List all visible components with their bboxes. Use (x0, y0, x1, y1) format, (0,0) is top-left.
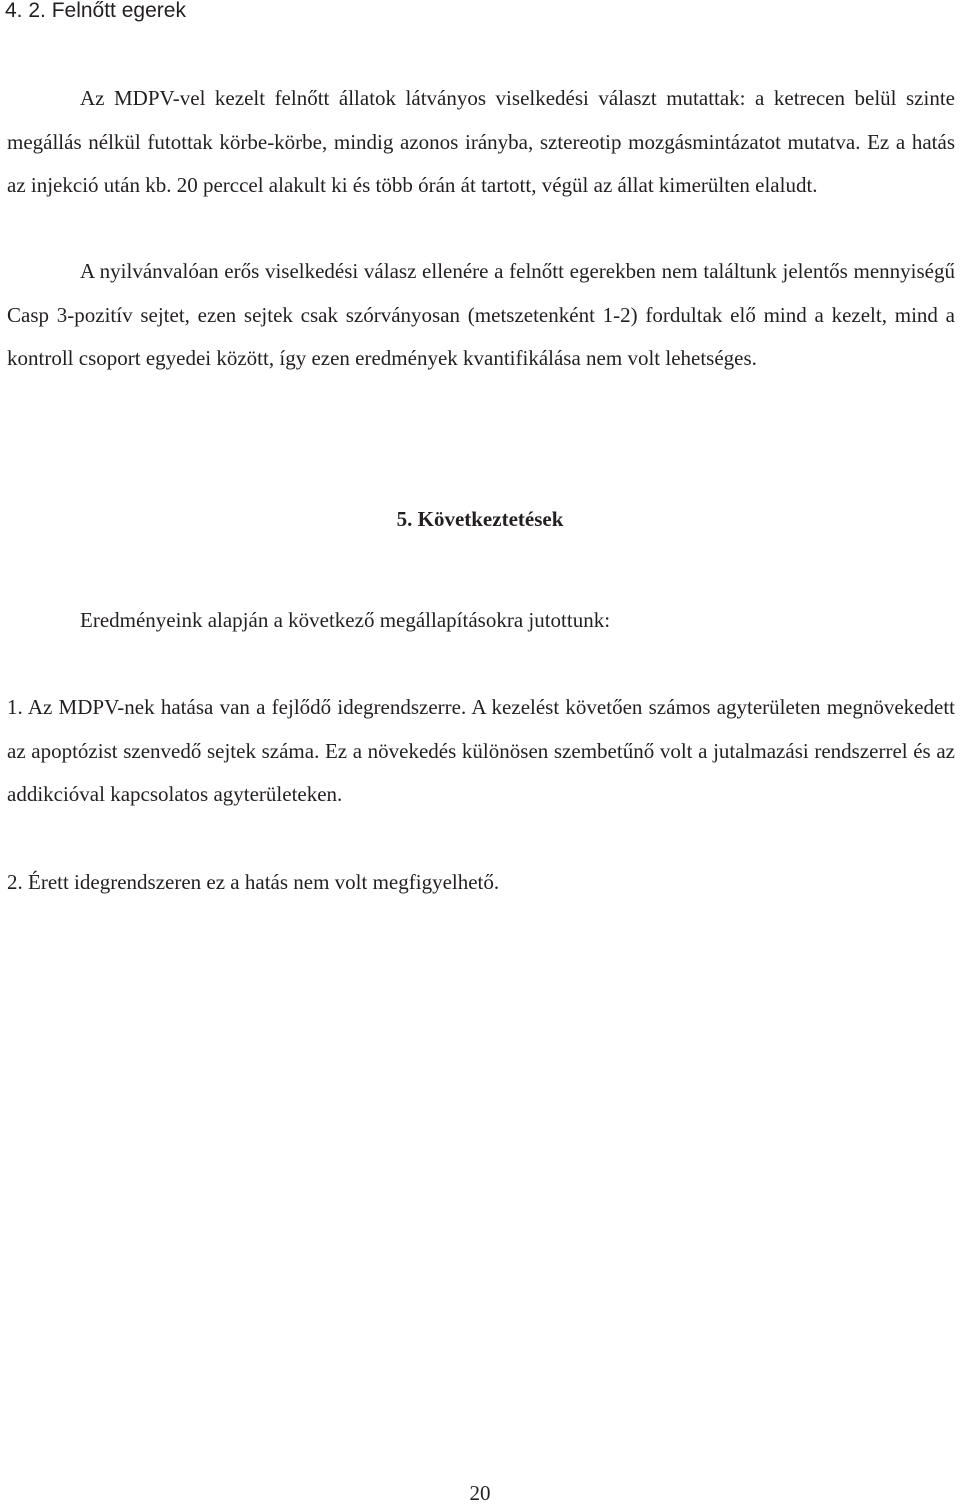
conclusion-item-2: 2. Érett idegrendszeren ez a hatás nem volt megfigyelhető. (7, 870, 500, 894)
section-heading: 4. 2. Felnőtt egerek (5, 0, 186, 22)
conclusions-intro: Eredményeink alapján a következő megállapításokra jutottunk: (80, 608, 611, 632)
paragraph-adult-mice-behavior: Az MDPV-vel kezelt felnőtt állatok látványos viselkedési választ mutattak: a ketrecen belül szinte megállás nélkül futottak körbe-körbe, mindig azonos irányba, sztereotip mozgásmintázatot mutatva. Ez a hatás az injekció után kb. 20 perccel alakult ki és több órán át tartott, végül az állat kimerülten elaludt. (7, 86, 955, 197)
conclusions-heading: 5. Következtetések (396, 507, 564, 531)
conclusion-item-1: 1. Az MDPV-nek hatása van a fejlődő idegrendszerre. A kezelést követően számos agyterületen megnövekedett az apoptózist szenvedő sejtek száma. Ez a növekedés különösen szembetűnő volt a jutalmazási rendszerrel és az addikcióval kapcsolatos agyterületeken. (7, 695, 955, 806)
page-number: 20 (469, 1481, 491, 1505)
paragraph-casp3-results: A nyilvánvalóan erős viselkedési válasz ellenére a felnőtt egerekben nem találtunk jelentős mennyiségű Casp 3-pozitív sejtet, ezen sejtek csak szórványosan (metszetenként 1-2) fordultak elő mind a kezelt, mind a kontroll csoport egyedei között, így ezen eredmények kvantifikálása nem volt lehetséges. (7, 259, 955, 370)
